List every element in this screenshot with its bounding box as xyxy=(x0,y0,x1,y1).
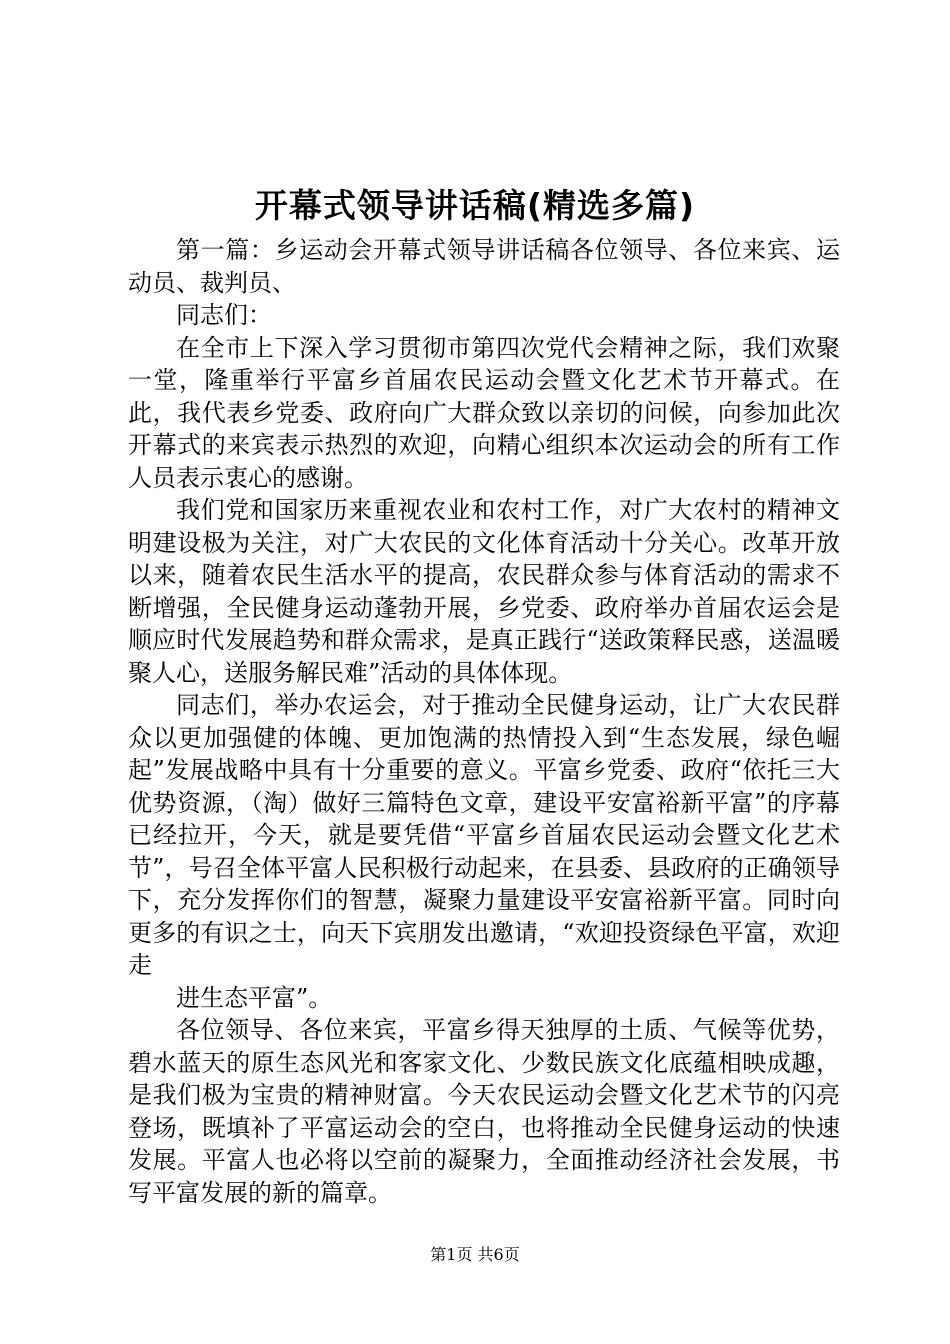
paragraph-closing: 各位领导、各位来宾，平富乡得天独厚的土质、气候等优势，碧水蓝天的原生态风光和客家文化、少数民族文化底蕴相映成趣，是我们极为宝贵的精神财富。今天农民运动会暨文化艺术节的闪亮登场，既填补了平富运动会的空白，也将推动全民健身运动的快速发展。平富人也必将以空前的凝聚力，全面推动经济社会发展，书写平富发展的新的篇章。 xyxy=(128,1016,840,1207)
document-title: 开幕式领导讲话稿(精选多篇) xyxy=(254,186,696,225)
page-number-footer: 第1页 共6页 xyxy=(430,1245,520,1264)
paragraph-salutation: 同志们： xyxy=(176,301,272,329)
paragraph-significance-continued: 进生态平富”。 xyxy=(176,983,333,1012)
paragraph-background: 我们党和国家历来重视农业和农村工作，对广大农村的精神文明建设极为关注，对广大农民的文化体育活动十分关心。改革开放以来，随着农民生活水平的提高，农民群众参与体育活动的需求不断增强，全民健身运动蓬勃开展，乡党委、政府举办首届农运会是顺应时代发展趋势和群众需求，是真正践行“送政策释民惑，送温暖聚人心，送服务解民难”活动的具体体现。 xyxy=(128,496,840,687)
paragraph-intro: 第一篇：乡运动会开幕式领导讲话稿各位领导、各位来宾、运动员、裁判员、 xyxy=(128,236,840,297)
document-body xyxy=(128,234,840,1209)
paragraph-significance: 同志们，举办农运会，对于推动全民健身运动，让广大农民群众以更加强健的体魄、更加饱满的热情投入到“生态发展，绿色崛起”发展战略中具有十分重要的意义。平富乡党委、政府“依托三大优势资源，（淘）做好三篇特色文章，建设平安富裕新平富”的序幕已经拉开，今天，就是要凭借“平富乡首届农民运动会暨文化艺术节”，号召全体平富人民积极行动起来，在县委、县政府的正确领导下，充分发挥你们的智慧，凝聚力量建设平安富裕新平富。同时向更多的有识之士，向天下宾朋发出邀请，“欢迎投资绿色平富，欢迎走 xyxy=(128,691,840,979)
paragraph-opening: 在全市上下深入学习贯彻市第四次党代会精神之际，我们欢聚一堂，隆重举行平富乡首届农民运动会暨文化艺术节开幕式。在此，我代表乡党委、政府向广大群众致以亲切的问候，向参加此次开幕式的来宾表示热烈的欢迎，向精心组织本次运动会的所有工作人员表示衷心的感谢。 xyxy=(128,333,840,492)
